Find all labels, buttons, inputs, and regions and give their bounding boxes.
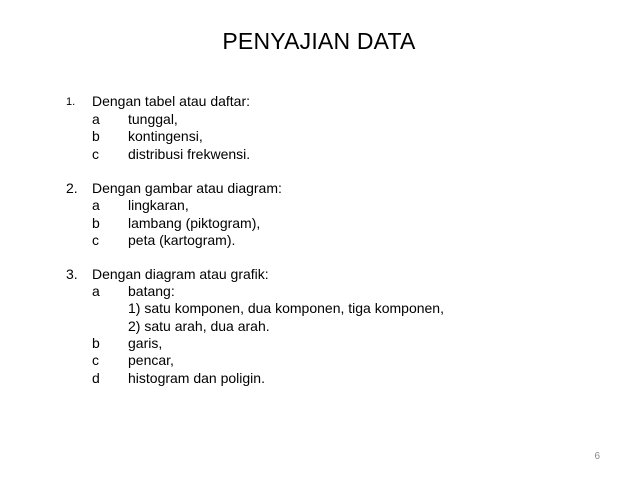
item-letter: b (92, 215, 100, 231)
sub-item-text: 2) satu arah, dua arah. (128, 318, 270, 334)
item-letter: d (92, 370, 100, 386)
item-text: lingkaran, (128, 197, 189, 213)
item-text: kontingensi, (128, 128, 203, 144)
item-letter: c (92, 146, 99, 162)
section-number: 1. (66, 96, 76, 108)
item-text: lambang (piktogram), (128, 215, 261, 231)
section-number: 3. (66, 266, 78, 282)
item-letter: a (92, 111, 100, 127)
item-letter: a (92, 197, 100, 213)
item-letter: b (92, 335, 100, 351)
item-text: batang: (128, 283, 175, 299)
item-letter: c (92, 232, 99, 248)
section-heading: Dengan diagram atau grafik: (92, 266, 269, 282)
page-number: 6 (594, 451, 600, 462)
slide-title: PENYAJIAN DATA (222, 28, 416, 54)
item-text: tunggal, (128, 111, 178, 127)
item-text: peta (kartogram). (128, 232, 236, 248)
item-text: pencar, (128, 352, 174, 368)
item-letter: b (92, 128, 100, 144)
section-heading: Dengan tabel atau daftar: (92, 93, 251, 109)
section-heading: Dengan gambar atau diagram: (92, 180, 282, 196)
sub-item-text: 1) satu komponen, dua komponen, tiga komponen, (128, 300, 444, 316)
item-letter: c (92, 352, 99, 368)
item-letter: a (92, 283, 100, 299)
item-text: distribusi frekwensi. (128, 146, 251, 162)
section-number: 2. (66, 180, 78, 196)
item-text: garis, (128, 335, 163, 351)
item-text: histogram dan poligin. (128, 370, 265, 386)
